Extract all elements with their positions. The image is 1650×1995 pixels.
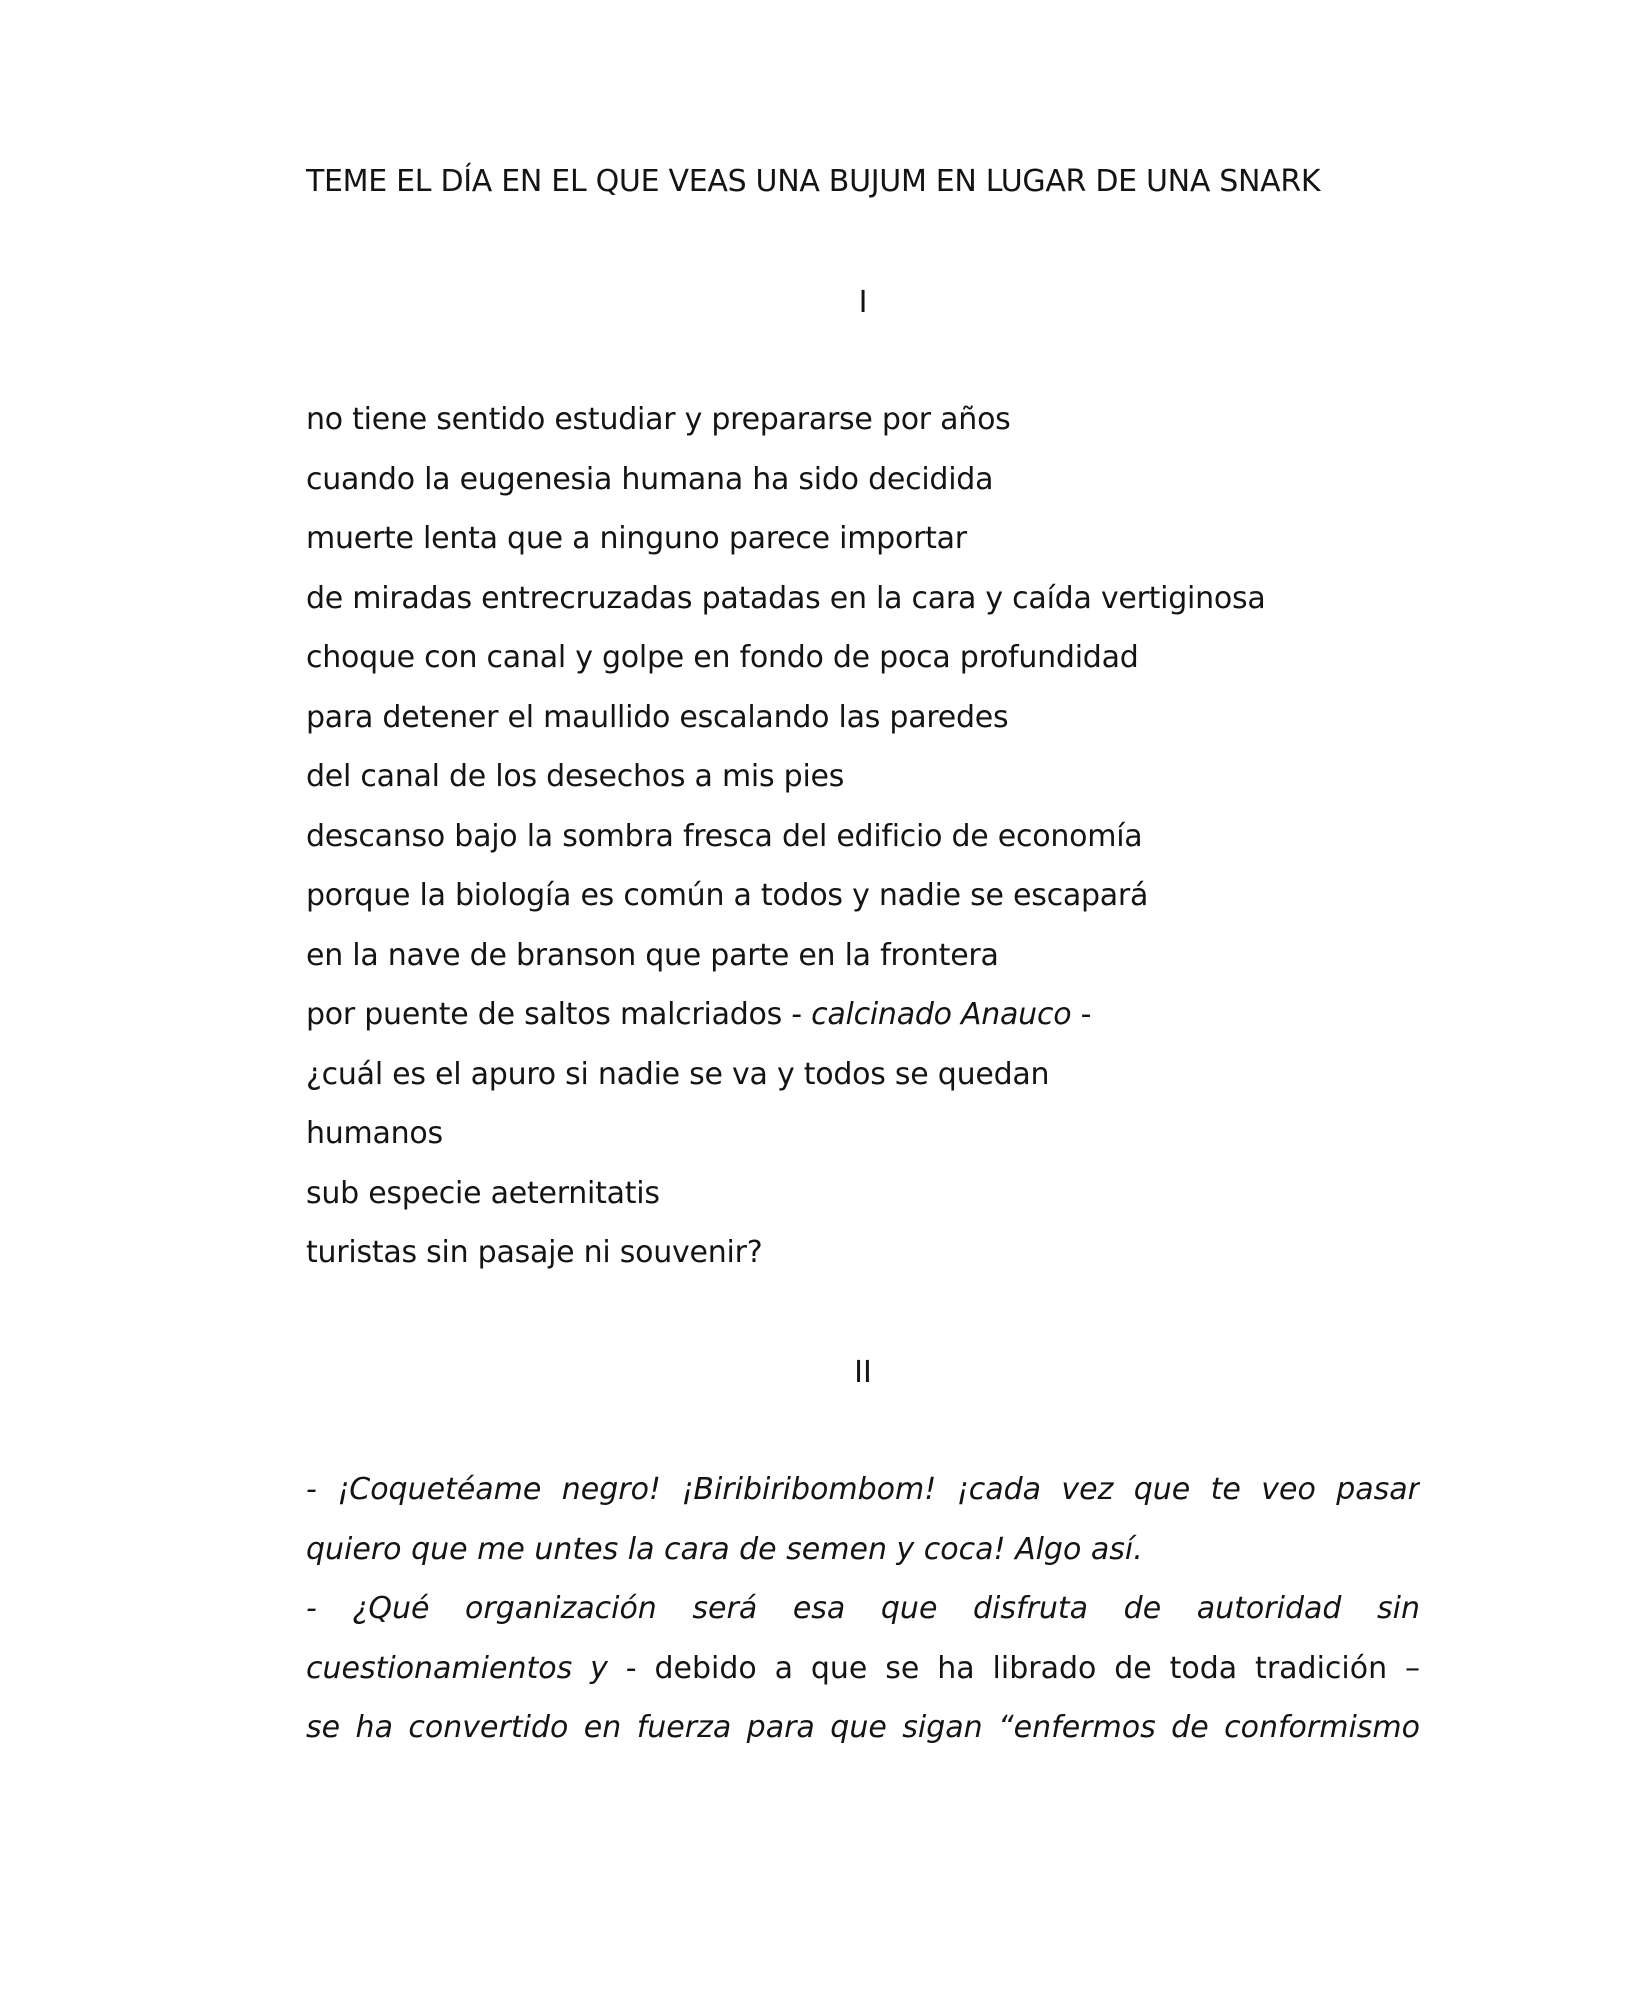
verse-text: -: [1071, 997, 1092, 1032]
dialogue-line: [306, 1706, 1420, 1766]
dialogue-line: [306, 1528, 1420, 1588]
verse-line: del canal de los desechos a mis pies: [306, 759, 845, 794]
dialogue-italic-text: quiero que me untes la cara de semen y coca! Algo así.: [306, 1531, 1143, 1567]
verse-line: ¿cuál es el apuro si nadie se va y todos se quedan: [306, 1056, 1050, 1092]
verse-line: no tiene sentido estudiar y prepararse por años: [306, 402, 1011, 437]
verse-line: descanso bajo la sombra fresca del edificio de economía: [306, 818, 1143, 854]
dialogue-italic-text: - ¿Qué organización será esa que disfruta de autoridad sin: [306, 1591, 1420, 1626]
verse-line: choque con canal y golpe en fondo de poca profundidad: [306, 640, 1139, 675]
verse-line: sub especie aeternitatis: [306, 1175, 660, 1211]
dialogue-line: [306, 1647, 1420, 1707]
dialogue-line: [306, 1468, 1420, 1528]
verse-italic-text: calcinado Anauco: [811, 997, 1072, 1032]
section-1-verses: [306, 398, 1420, 1291]
verse-line: en la nave de branson que parte en la frontera: [306, 937, 999, 973]
section-number-2: II: [854, 1355, 872, 1390]
section-2-dialogue: [306, 1468, 1420, 1766]
dialogue-line: [306, 1587, 1420, 1647]
verse-line: muerte lenta que a ninguno parece importar: [306, 521, 967, 556]
poem-title: TEME EL DÍA EN EL QUE VEAS UNA BUJUM EN LUGAR DE UNA SNARK: [306, 164, 1321, 199]
verse-text: por puente de saltos malcriados -: [306, 997, 812, 1032]
section-number-1: I: [858, 285, 868, 320]
verse-line: turistas sin pasaje ni souvenir?: [306, 1235, 763, 1270]
verse-line: cuando la eugenesia humana ha sido decidida: [306, 461, 994, 497]
verse-line-mixed: [306, 993, 1420, 1053]
document-page: [306, 0, 1420, 1995]
verse-line: para detener el maullido escalando las paredes: [306, 699, 1009, 735]
dialogue-italic-text: cuestionamientos y: [306, 1650, 608, 1686]
verse-line: porque la biología es común a todos y nadie se escapará: [306, 878, 1149, 913]
verse-line: humanos: [306, 1116, 443, 1151]
dialogue-italic-text: se ha convertido en fuerza para que sigan “enfermos de conformismo: [306, 1710, 1420, 1745]
dialogue-text: - debido a que se ha librado de toda tradición –: [607, 1650, 1420, 1686]
verse-line: de miradas entrecruzadas patadas en la cara y caída vertiginosa: [306, 580, 1266, 616]
dialogue-italic-text: - ¡Coquetéame negro! ¡Biribiribombom! ¡cada vez que te veo pasar: [306, 1472, 1420, 1507]
